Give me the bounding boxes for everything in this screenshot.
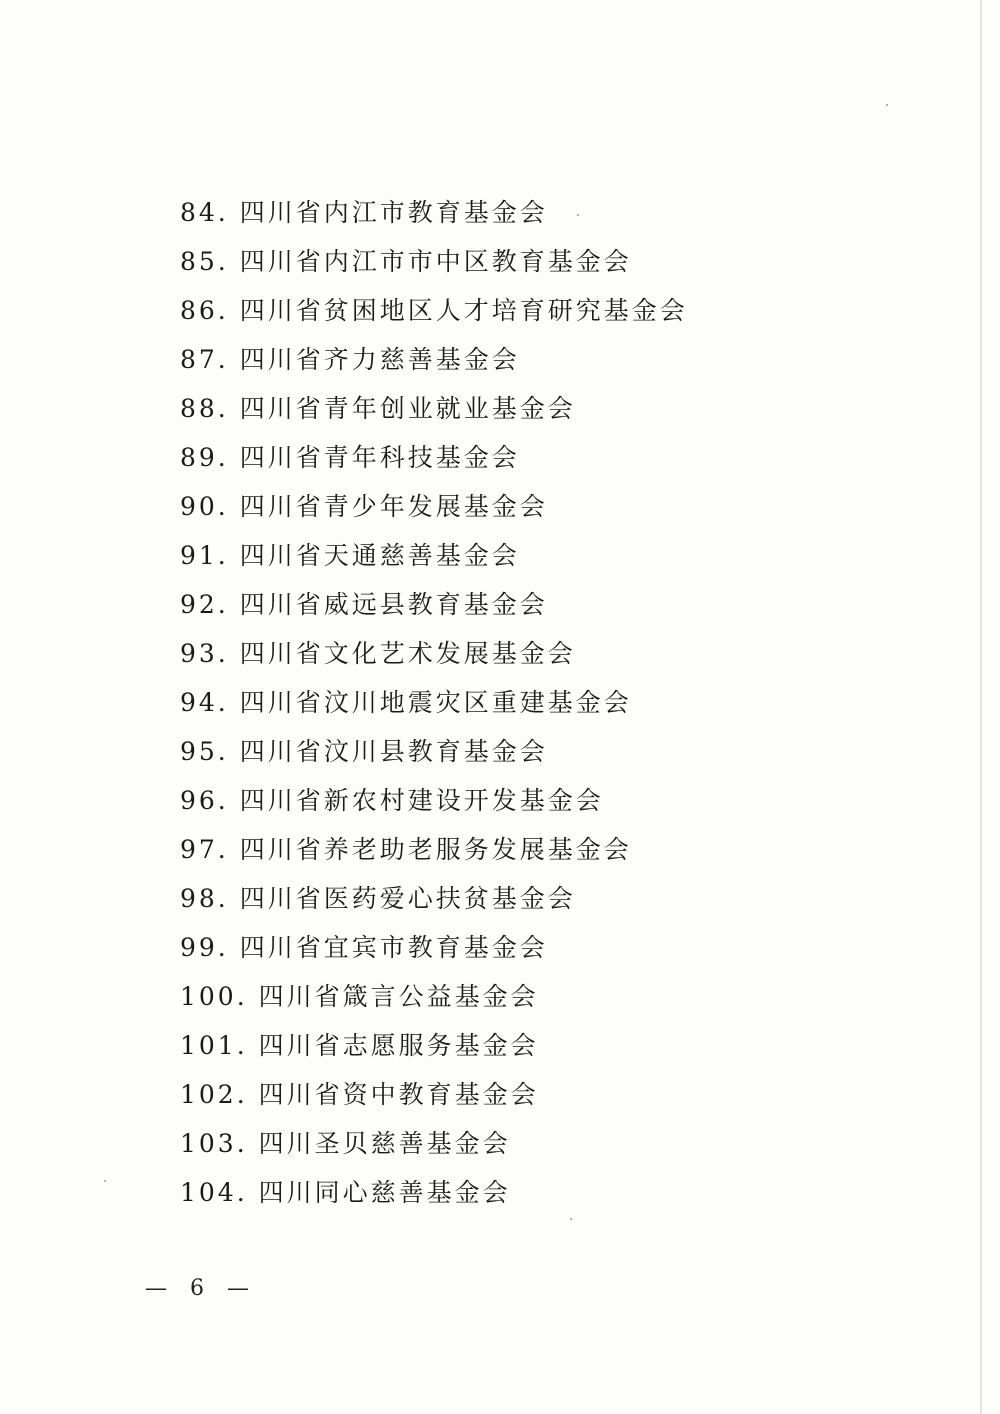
list-item: 97. 四川省养老助老服务发展基金会	[180, 835, 632, 864]
list-item: 85. 四川省内江市市中区教育基金会	[180, 247, 632, 276]
list-item: 104. 四川同心慈善基金会	[180, 1178, 511, 1207]
foundation-list	[180, 188, 688, 1217]
scan-speck	[577, 214, 579, 216]
list-item: 96. 四川省新农村建设开发基金会	[180, 786, 604, 815]
list-item: 98. 四川省医药爱心扶贫基金会	[180, 884, 576, 913]
list-item: 101. 四川省志愿服务基金会	[180, 1031, 539, 1060]
list-item: 87. 四川省齐力慈善基金会	[180, 345, 520, 374]
scan-speck	[570, 1218, 572, 1220]
scan-edge-line	[980, 0, 982, 1414]
list-item: 86. 四川省贫困地区人才培育研究基金会	[180, 296, 688, 325]
list-item: 95. 四川省汶川县教育基金会	[180, 737, 548, 766]
page-number: — 6 —	[145, 1276, 257, 1301]
list-item: 90. 四川省青少年发展基金会	[180, 492, 548, 521]
list-item: 84. 四川省内江市教育基金会	[180, 198, 548, 227]
list-item: 94. 四川省汶川地震灾区重建基金会	[180, 688, 632, 717]
list-item: 99. 四川省宜宾市教育基金会	[180, 933, 548, 962]
list-item: 100. 四川省箴言公益基金会	[180, 982, 539, 1011]
scan-speck	[104, 1180, 106, 1182]
list-item: 91. 四川省天通慈善基金会	[180, 541, 520, 570]
scan-speck	[886, 104, 888, 106]
list-item: 88. 四川省青年创业就业基金会	[180, 394, 576, 423]
list-item: 92. 四川省威远县教育基金会	[180, 590, 548, 619]
list-item: 93. 四川省文化艺术发展基金会	[180, 639, 576, 668]
list-item: 103. 四川圣贝慈善基金会	[180, 1129, 511, 1158]
list-item: 89. 四川省青年科技基金会	[180, 443, 520, 472]
list-item: 102. 四川省资中教育基金会	[180, 1080, 539, 1109]
